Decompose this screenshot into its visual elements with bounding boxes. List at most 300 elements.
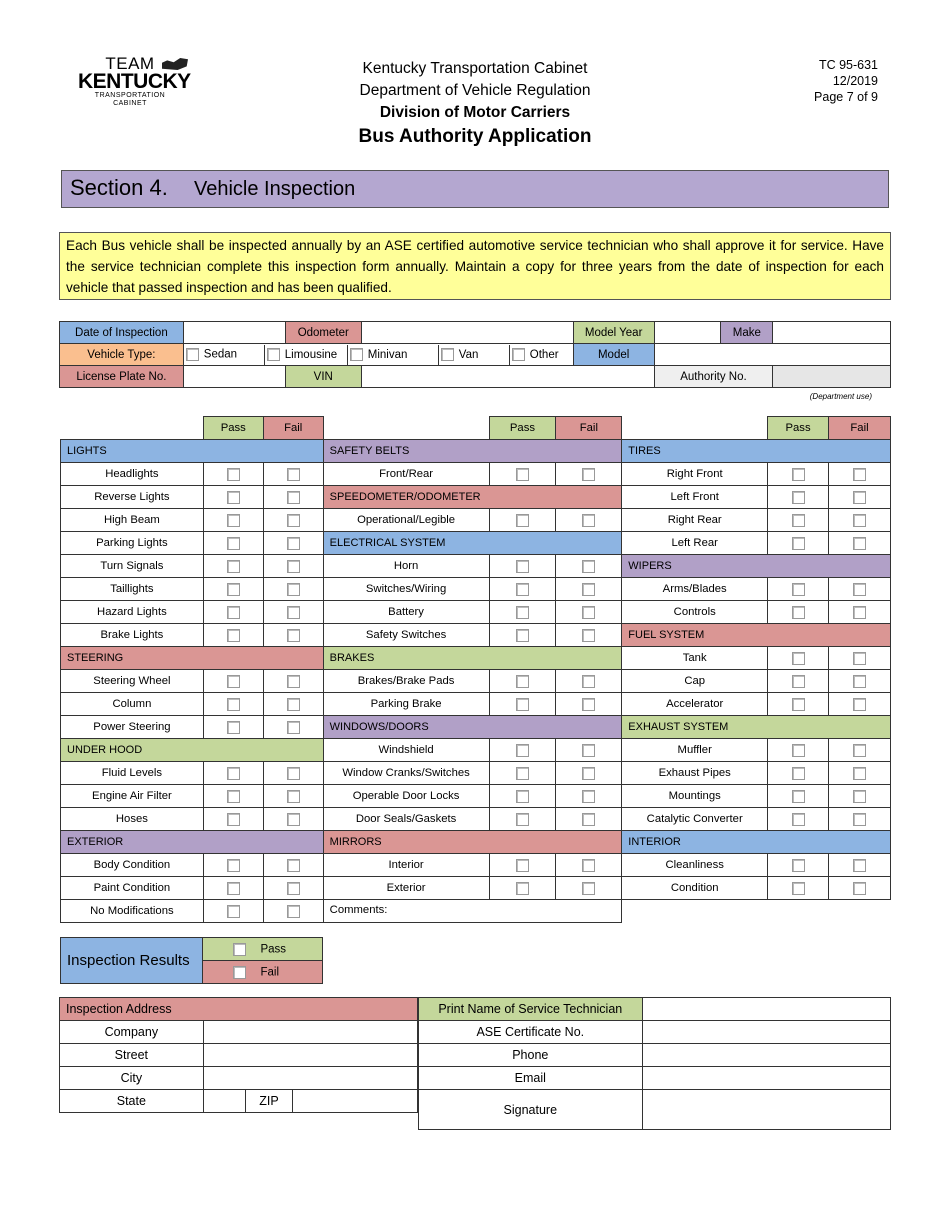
pass-checkbox[interactable]: [792, 859, 805, 872]
pass-checkbox[interactable]: [792, 468, 805, 481]
inspection-item-label: Battery: [323, 601, 489, 624]
inspection-notice: Each Bus vehicle shall be inspected annually by an ASE certified automotive service technician who shall approve it for service. Have the service technician complete this inspection form annually. Maintain a copy for three years from the date of inspection for each vehicle that passed inspection and has been qualified.: [59, 232, 891, 300]
category-header: STEERING: [61, 647, 324, 670]
fail-cell[interactable]: [829, 808, 891, 831]
vin-input[interactable]: [361, 366, 654, 388]
pass-cell[interactable]: [768, 854, 829, 877]
fail-cell[interactable]: [263, 532, 323, 555]
pass-cell[interactable]: [768, 486, 829, 509]
section-number: Section 4.: [70, 175, 168, 200]
result-pass-checkbox[interactable]: [233, 943, 246, 956]
inspection-item-label: Parking Brake: [323, 693, 489, 716]
model-year-label: Model Year: [573, 322, 654, 344]
pass-checkbox[interactable]: [227, 882, 240, 895]
fail-checkbox[interactable]: [853, 468, 866, 481]
inspection-item-label: Body Condition: [61, 854, 204, 877]
ase-input[interactable]: [642, 1021, 890, 1044]
category-header: WIPERS: [622, 555, 891, 578]
pass-cell[interactable]: [768, 762, 829, 785]
pass-cell[interactable]: [768, 785, 829, 808]
fail-checkbox[interactable]: [287, 514, 300, 527]
fail-cell[interactable]: [263, 785, 323, 808]
pass-cell[interactable]: [203, 463, 263, 486]
pass-checkbox[interactable]: [227, 560, 240, 573]
pass-cell[interactable]: [768, 670, 829, 693]
fail-checkbox[interactable]: [853, 859, 866, 872]
fail-checkbox[interactable]: [582, 468, 595, 481]
pass-checkbox[interactable]: [516, 882, 529, 895]
fail-cell[interactable]: [556, 670, 622, 693]
pass-checkbox[interactable]: [792, 790, 805, 803]
inspection-item-label: Taillights: [61, 578, 204, 601]
logo-kentucky: KENTUCKY: [78, 72, 182, 92]
inspection-item-label: Switches/Wiring: [323, 578, 489, 601]
pass-checkbox[interactable]: [227, 514, 240, 527]
category-header: SAFETY BELTS: [323, 440, 622, 463]
inspection-item-label: Interior: [323, 854, 489, 877]
pass-cell[interactable]: [489, 693, 556, 716]
fail-cell[interactable]: [556, 877, 622, 900]
pass-cell[interactable]: [489, 509, 556, 532]
pass-checkbox[interactable]: [792, 537, 805, 550]
pass-cell[interactable]: [768, 877, 829, 900]
pass-cell[interactable]: [203, 578, 263, 601]
fail-checkbox[interactable]: [582, 859, 595, 872]
pass-checkbox[interactable]: [516, 468, 529, 481]
blank-header-cell: [61, 417, 204, 440]
pass-checkbox[interactable]: [227, 606, 240, 619]
fail-checkbox[interactable]: [582, 744, 595, 757]
pass-cell[interactable]: [768, 739, 829, 762]
pass-header: Pass: [203, 417, 263, 440]
fail-checkbox[interactable]: [287, 606, 300, 619]
inspection-item-label: Operable Door Locks: [323, 785, 489, 808]
pass-cell[interactable]: [203, 532, 263, 555]
vehicle-info-table: [59, 321, 891, 388]
pass-cell[interactable]: [489, 877, 556, 900]
pass-checkbox[interactable]: [516, 698, 529, 711]
fail-checkbox[interactable]: [582, 560, 595, 573]
pass-checkbox[interactable]: [516, 560, 529, 573]
pass-cell[interactable]: [489, 624, 556, 647]
pass-checkbox[interactable]: [792, 675, 805, 688]
result-pass[interactable]: Pass: [203, 938, 323, 961]
authority-input[interactable]: [773, 366, 891, 388]
city-input[interactable]: [203, 1067, 417, 1090]
fail-cell[interactable]: [829, 532, 891, 555]
fail-checkbox[interactable]: [853, 583, 866, 596]
pass-cell[interactable]: [768, 808, 829, 831]
fail-checkbox[interactable]: [287, 767, 300, 780]
sedan-checkbox[interactable]: [186, 348, 199, 361]
plate-input[interactable]: [183, 366, 285, 388]
pass-checkbox[interactable]: [227, 491, 240, 504]
pass-checkbox[interactable]: [516, 767, 529, 780]
date-input[interactable]: [183, 322, 285, 344]
fail-cell[interactable]: [556, 509, 622, 532]
fail-cell[interactable]: [829, 854, 891, 877]
pass-checkbox[interactable]: [792, 514, 805, 527]
pass-checkbox[interactable]: [227, 721, 240, 734]
pass-cell[interactable]: [489, 785, 556, 808]
pass-cell[interactable]: [489, 670, 556, 693]
fail-checkbox[interactable]: [853, 744, 866, 757]
inspection-item-label: Power Steering: [61, 716, 204, 739]
pass-cell[interactable]: [489, 578, 556, 601]
inspection-item-label: Accelerator: [622, 693, 768, 716]
fail-checkbox[interactable]: [582, 698, 595, 711]
fail-checkbox[interactable]: [582, 675, 595, 688]
pass-checkbox[interactable]: [516, 790, 529, 803]
category-header: FUEL SYSTEM: [622, 624, 891, 647]
inspection-address-table: [59, 997, 418, 1113]
fail-cell[interactable]: [263, 900, 323, 923]
fail-checkbox[interactable]: [287, 468, 300, 481]
type-other[interactable]: Other: [509, 345, 573, 365]
inspection-item-label: Right Front: [622, 463, 768, 486]
minivan-checkbox[interactable]: [350, 348, 363, 361]
pass-cell[interactable]: [203, 486, 263, 509]
pass-checkbox[interactable]: [516, 514, 529, 527]
category-header: LIGHTS: [61, 440, 324, 463]
inspection-item-label: Left Front: [622, 486, 768, 509]
pass-checkbox[interactable]: [516, 583, 529, 596]
pass-checkbox[interactable]: [227, 767, 240, 780]
pass-checkbox[interactable]: [227, 537, 240, 550]
inspection-item-label: Operational/Legible: [323, 509, 489, 532]
other-checkbox[interactable]: [512, 348, 525, 361]
odometer-input[interactable]: [361, 322, 573, 344]
inspection-item-label: Cleanliness: [622, 854, 768, 877]
fail-cell[interactable]: [829, 762, 891, 785]
fail-cell[interactable]: [263, 808, 323, 831]
pass-checkbox[interactable]: [516, 675, 529, 688]
fail-checkbox[interactable]: [582, 882, 595, 895]
pass-cell[interactable]: [203, 808, 263, 831]
email-label: Email: [419, 1067, 643, 1090]
fail-header: Fail: [556, 417, 622, 440]
comments-field[interactable]: [323, 900, 622, 923]
fail-checkbox[interactable]: [853, 537, 866, 550]
result-fail[interactable]: Fail: [203, 961, 323, 984]
pass-checkbox[interactable]: [516, 859, 529, 872]
fail-cell[interactable]: [829, 509, 891, 532]
pass-cell[interactable]: [768, 463, 829, 486]
fail-checkbox[interactable]: [582, 767, 595, 780]
fail-checkbox[interactable]: [582, 629, 595, 642]
fail-cell[interactable]: [829, 647, 891, 670]
pass-cell[interactable]: [203, 509, 263, 532]
vehicle-type-options: [183, 344, 573, 366]
zip-input[interactable]: [293, 1090, 418, 1113]
comments-label: Comments:: [329, 904, 388, 916]
fail-cell[interactable]: [556, 555, 622, 578]
fail-cell[interactable]: [829, 670, 891, 693]
zip-label: ZIP: [245, 1090, 293, 1113]
inspection-item-label: Condition: [622, 877, 768, 900]
pass-checkbox[interactable]: [227, 698, 240, 711]
signature-input[interactable]: [642, 1090, 890, 1130]
fail-checkbox[interactable]: [287, 721, 300, 734]
inspection-address-header: Inspection Address: [60, 998, 418, 1021]
fail-cell[interactable]: [263, 463, 323, 486]
fail-header: Fail: [263, 417, 323, 440]
form-title: Bus Authority Application: [358, 126, 592, 147]
pass-cell[interactable]: [203, 900, 263, 923]
fail-cell[interactable]: [263, 624, 323, 647]
section-header: [61, 170, 889, 208]
type-minivan[interactable]: Minivan: [347, 345, 438, 365]
vehicle-type-label: Vehicle Type:: [60, 344, 184, 366]
inspection-item-label: Windshield: [323, 739, 489, 762]
pass-checkbox[interactable]: [792, 744, 805, 757]
fail-checkbox[interactable]: [853, 652, 866, 665]
pass-checkbox[interactable]: [516, 606, 529, 619]
fail-checkbox[interactable]: [853, 675, 866, 688]
fail-cell[interactable]: [829, 785, 891, 808]
pass-checkbox[interactable]: [227, 675, 240, 688]
fail-checkbox[interactable]: [287, 629, 300, 642]
fail-checkbox[interactable]: [582, 514, 595, 527]
pass-cell[interactable]: [203, 785, 263, 808]
form-date: 12/2019: [832, 74, 878, 88]
pass-cell[interactable]: [203, 624, 263, 647]
pass-header: Pass: [489, 417, 556, 440]
agency-line-2: Department of Vehicle Regulation: [359, 82, 591, 99]
fail-checkbox[interactable]: [853, 491, 866, 504]
pass-checkbox[interactable]: [792, 882, 805, 895]
fail-cell[interactable]: [263, 555, 323, 578]
pass-cell[interactable]: [203, 877, 263, 900]
fail-cell[interactable]: [556, 808, 622, 831]
inspection-item-label: Engine Air Filter: [61, 785, 204, 808]
pass-cell[interactable]: [489, 601, 556, 624]
pass-cell[interactable]: [489, 555, 556, 578]
type-van[interactable]: Van: [438, 345, 509, 365]
fail-cell[interactable]: [829, 463, 891, 486]
fail-cell[interactable]: [263, 716, 323, 739]
inspection-item-label: Front/Rear: [323, 463, 489, 486]
fail-header: Fail: [829, 417, 891, 440]
company-input[interactable]: [203, 1021, 417, 1044]
fail-cell[interactable]: [263, 578, 323, 601]
pass-checkbox[interactable]: [792, 698, 805, 711]
pass-checkbox[interactable]: [792, 652, 805, 665]
fail-checkbox[interactable]: [287, 491, 300, 504]
pass-cell[interactable]: [768, 578, 829, 601]
pass-cell[interactable]: [489, 762, 556, 785]
pass-cell[interactable]: [489, 463, 556, 486]
inspection-item-label: Safety Switches: [323, 624, 489, 647]
state-input[interactable]: [203, 1090, 245, 1113]
inspection-item-label: Fluid Levels: [61, 762, 204, 785]
model-input[interactable]: [654, 344, 890, 366]
fail-checkbox[interactable]: [853, 790, 866, 803]
fail-checkbox[interactable]: [853, 882, 866, 895]
fail-checkbox[interactable]: [582, 813, 595, 826]
fail-cell[interactable]: [556, 624, 622, 647]
model-label: Model: [573, 344, 654, 366]
fail-cell[interactable]: [829, 693, 891, 716]
inspection-item-label: Left Rear: [622, 532, 768, 555]
pass-cell[interactable]: [768, 601, 829, 624]
result-fail-checkbox[interactable]: [233, 966, 246, 979]
pass-cell[interactable]: [489, 808, 556, 831]
team-kentucky-logo: [78, 54, 191, 112]
fail-checkbox[interactable]: [287, 537, 300, 550]
form-number: TC 95-631: [818, 58, 878, 72]
pass-checkbox[interactable]: [792, 767, 805, 780]
pass-cell[interactable]: [203, 601, 263, 624]
fail-checkbox[interactable]: [287, 560, 300, 573]
street-label: Street: [60, 1044, 204, 1067]
make-input[interactable]: [773, 322, 891, 344]
fail-cell[interactable]: [556, 739, 622, 762]
fail-checkbox[interactable]: [853, 813, 866, 826]
pass-cell[interactable]: [768, 693, 829, 716]
fail-checkbox[interactable]: [853, 514, 866, 527]
street-input[interactable]: [203, 1044, 417, 1067]
pass-cell[interactable]: [203, 716, 263, 739]
category-header: ELECTRICAL SYSTEM: [323, 532, 622, 555]
inspection-item-label: Brake Lights: [61, 624, 204, 647]
pass-checkbox[interactable]: [516, 629, 529, 642]
pass-cell[interactable]: [203, 854, 263, 877]
fail-checkbox[interactable]: [853, 606, 866, 619]
fail-cell[interactable]: [263, 854, 323, 877]
fail-checkbox[interactable]: [287, 675, 300, 688]
logo-subtitle-2: CABINET: [113, 100, 147, 107]
fail-cell[interactable]: [556, 854, 622, 877]
inspection-item-label: Steering Wheel: [61, 670, 204, 693]
fail-cell[interactable]: [829, 578, 891, 601]
fail-checkbox[interactable]: [287, 790, 300, 803]
make-label: Make: [721, 322, 773, 344]
plate-label: License Plate No.: [60, 366, 184, 388]
model-year-input[interactable]: [654, 322, 721, 344]
division-name: Division of Motor Carriers: [379, 104, 571, 121]
van-checkbox[interactable]: [441, 348, 454, 361]
pass-cell[interactable]: [203, 555, 263, 578]
blank-header-cell: [622, 417, 768, 440]
pass-cell[interactable]: [203, 693, 263, 716]
fail-checkbox[interactable]: [582, 583, 595, 596]
pass-checkbox[interactable]: [227, 905, 240, 918]
fail-checkbox[interactable]: [287, 882, 300, 895]
pass-checkbox[interactable]: [227, 859, 240, 872]
limousine-checkbox[interactable]: [267, 348, 280, 361]
inspection-item-label: Muffler: [622, 739, 768, 762]
fail-checkbox[interactable]: [582, 606, 595, 619]
inspection-item-label: Controls: [622, 601, 768, 624]
fail-cell[interactable]: [263, 509, 323, 532]
inspection-item-label: Cap: [622, 670, 768, 693]
type-limousine[interactable]: Limousine: [264, 345, 347, 365]
inspection-item-label: No Modifications: [61, 900, 204, 923]
inspection-item-label: Parking Lights: [61, 532, 204, 555]
inspection-results-label: Inspection Results: [61, 938, 203, 984]
pass-checkbox[interactable]: [227, 583, 240, 596]
pass-cell[interactable]: [203, 670, 263, 693]
pass-cell[interactable]: [768, 509, 829, 532]
pass-checkbox[interactable]: [227, 813, 240, 826]
fail-cell[interactable]: [556, 693, 622, 716]
fail-cell[interactable]: [556, 578, 622, 601]
fail-checkbox[interactable]: [582, 790, 595, 803]
pass-cell[interactable]: [203, 762, 263, 785]
fail-cell[interactable]: [263, 693, 323, 716]
inspection-item-label: Exhaust Pipes: [622, 762, 768, 785]
pass-cell[interactable]: [489, 739, 556, 762]
fail-cell[interactable]: [829, 877, 891, 900]
fail-checkbox[interactable]: [287, 859, 300, 872]
fail-cell[interactable]: [829, 601, 891, 624]
pass-cell[interactable]: [489, 854, 556, 877]
pass-checkbox[interactable]: [516, 744, 529, 757]
pass-checkbox[interactable]: [792, 606, 805, 619]
inspection-item-label: Brakes/Brake Pads: [323, 670, 489, 693]
pass-checkbox[interactable]: [227, 790, 240, 803]
inspection-item-label: Horn: [323, 555, 489, 578]
pass-checkbox[interactable]: [792, 813, 805, 826]
phone-input[interactable]: [642, 1044, 890, 1067]
inspection-checklist: [60, 416, 891, 923]
fail-checkbox[interactable]: [853, 767, 866, 780]
odometer-label: Odometer: [285, 322, 361, 344]
fail-cell[interactable]: [829, 486, 891, 509]
fail-checkbox[interactable]: [853, 698, 866, 711]
fail-cell[interactable]: [263, 486, 323, 509]
pass-cell[interactable]: [768, 532, 829, 555]
pass-checkbox[interactable]: [792, 491, 805, 504]
fail-cell[interactable]: [263, 877, 323, 900]
fail-checkbox[interactable]: [287, 905, 300, 918]
fail-cell[interactable]: [263, 670, 323, 693]
email-input[interactable]: [642, 1067, 890, 1090]
fail-cell[interactable]: [556, 785, 622, 808]
pass-checkbox[interactable]: [227, 629, 240, 642]
inspection-item-label: Hazard Lights: [61, 601, 204, 624]
pass-checkbox[interactable]: [516, 813, 529, 826]
inspection-item-label: Turn Signals: [61, 555, 204, 578]
vin-label: VIN: [285, 366, 361, 388]
technician-table: [418, 997, 891, 1130]
pass-checkbox[interactable]: [792, 583, 805, 596]
pass-cell[interactable]: [768, 647, 829, 670]
technician-name-label: Print Name of Service Technician: [419, 998, 643, 1021]
pass-checkbox[interactable]: [227, 468, 240, 481]
inspection-item-label: Column: [61, 693, 204, 716]
fail-checkbox[interactable]: [287, 813, 300, 826]
fail-cell[interactable]: [263, 762, 323, 785]
inspection-item-label: Headlights: [61, 463, 204, 486]
type-sedan[interactable]: Sedan: [184, 348, 264, 361]
signature-label: Signature: [419, 1090, 643, 1130]
category-header: EXTERIOR: [61, 831, 324, 854]
fail-checkbox[interactable]: [287, 583, 300, 596]
fail-checkbox[interactable]: [287, 698, 300, 711]
fail-cell[interactable]: [829, 739, 891, 762]
blank-header-cell: [323, 417, 489, 440]
fail-cell[interactable]: [263, 601, 323, 624]
department-use-note: (Department use): [809, 392, 872, 401]
inspection-item-label: Right Rear: [622, 509, 768, 532]
fail-cell[interactable]: [556, 601, 622, 624]
technician-name-input[interactable]: [642, 998, 890, 1021]
fail-cell[interactable]: [556, 762, 622, 785]
inspection-item-label: Exterior: [323, 877, 489, 900]
fail-cell[interactable]: [556, 463, 622, 486]
